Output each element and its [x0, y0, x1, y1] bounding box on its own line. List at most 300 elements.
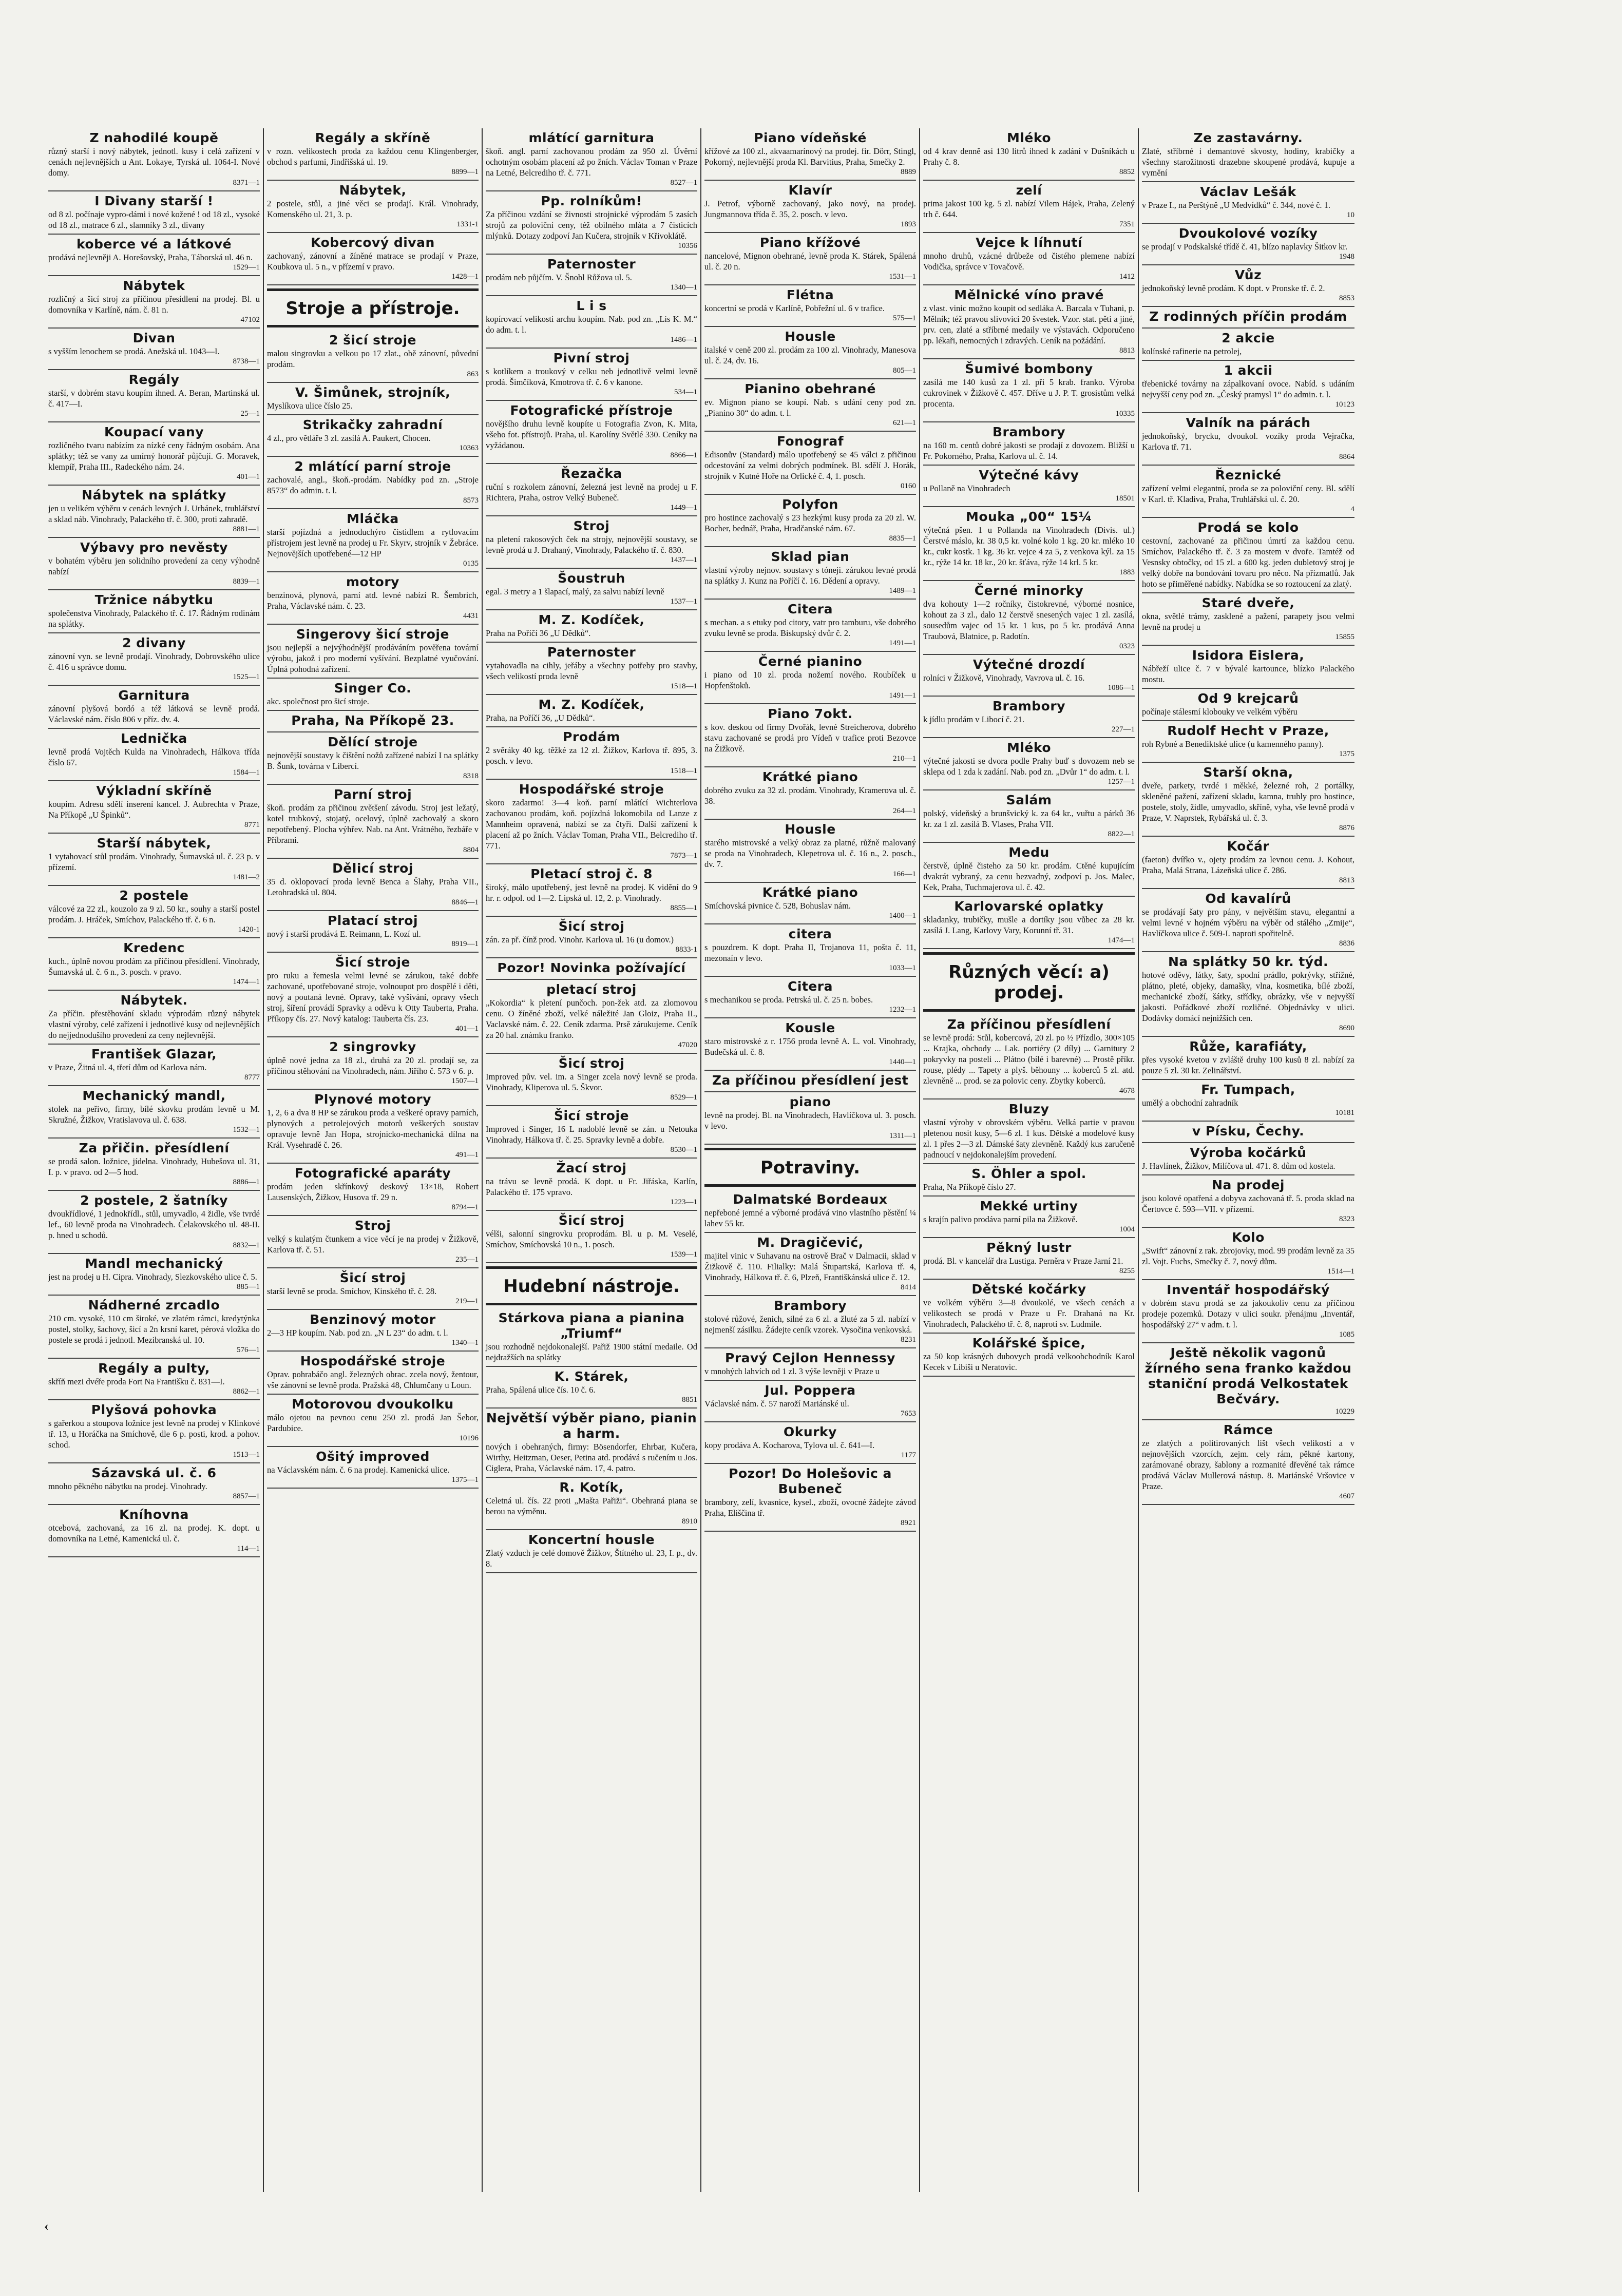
classified-ad: [704, 1233, 916, 1296]
ad-body: s krajín palivo prodáva parní pila na Žižkově.: [923, 1214, 1078, 1224]
classified-ad: [486, 296, 697, 349]
ad-title: Dětské kočárky: [971, 1282, 1086, 1297]
ad-body: se prodá salon. ložnice, jídelna. Vinohrady, Hubešova ul. 31, I. p. v pravo. od 2—5 hod.: [48, 1156, 260, 1177]
classified-ad: [486, 401, 697, 464]
ad-title: Medu: [1008, 845, 1049, 860]
ad-reference-number: 1481—2: [233, 873, 260, 881]
ad-body: malou singrovku a velkou po 17 zlat., obě zánovní, půvední prodám.: [267, 349, 479, 369]
ad-body: prodám neb půjčím. V. Šnobl Růžova ul. 5.: [486, 273, 632, 282]
ad-reference-number: 8771: [244, 821, 260, 829]
ad-title: Staré dveře,: [1201, 595, 1295, 610]
ad-title: Dělící stroje: [328, 735, 418, 749]
ad-body: prodá. Bl. v kancelář dra Lustiga. Perněra v Praze Jarní 21.: [923, 1256, 1123, 1266]
classified-ad: [704, 285, 916, 327]
classified-ad: [486, 1106, 697, 1159]
ad-reference-number: 1518—1: [670, 682, 697, 690]
classified-ad: [48, 486, 260, 538]
ad-title: Největší výběr piano, pianin a harm.: [486, 1411, 697, 1441]
classified-ad: [267, 1352, 479, 1395]
ad-body: ev. Mignon piano se koupí. Nab. s udání ceny pod zn. „Pianino 30“ do adm. t. l.: [704, 397, 916, 418]
ad-body: vlastní výroby v obrovském výběru. Velká partie v pravou pletenou nosit kusy, 5—6 zl. 1 kus. Dětské a modelové kusy zl. 1 přes 2—3 zl. Dámské šaty zlevněně. Každý kus zaručeně padnoucí v nejdokonalejším provedení.: [923, 1117, 1135, 1160]
ad-reference-number: 1584—1: [233, 768, 260, 777]
ad-reference-number: 7653: [901, 1410, 916, 1418]
ad-title: Dvoukolové vozíky: [1178, 226, 1318, 241]
classified-ad: [267, 785, 479, 859]
ad-title: Za přičin. přesídlení: [79, 1141, 230, 1155]
ad-body: válcové za 22 zl., kouzolo za 9 zl. 50 kr., souhy a starší postel prodám. J. Hráček, Smíchov, Palackého tř. č. 6 n.: [48, 904, 260, 924]
ad-body: málo ojetou na pevnou cenu 250 zl. prodá Jan Šebor, Pardubice.: [267, 1413, 479, 1433]
ad-column: [701, 128, 920, 2192]
ad-title: Piano křížové: [759, 235, 861, 250]
ad-title: Nábytek na splátky: [82, 488, 226, 503]
classified-ad: [48, 276, 260, 329]
ad-body: mnoho druhů, vzácné drůbeže od čistého plemene nabízí Vodička, správce v Tovačově.: [923, 251, 1135, 272]
classified-ad: [1142, 1037, 1354, 1080]
classified-ad: [267, 911, 479, 953]
classified-ad: [704, 128, 916, 181]
ad-title: S. Öhler a spol.: [971, 1166, 1086, 1181]
classified-ad: [923, 581, 1135, 655]
ad-reference-number: 401—1: [455, 1025, 479, 1033]
ad-body: ruční s rozkolem zánovní, železná jest levně na prodej u F. Richtera, Praha, ostrov Velký Bubeneč.: [486, 482, 697, 503]
ad-title: Pozor! Novinka požívající: [497, 960, 686, 975]
ad-body: hotové oděvy, látky, šaty, spodní prádlo, pokrývky, střížné, plátno, pleté, objeky, damašky, vlna, kosmetika, bílé zboží, mechanické zboží, šátky, střídky, obrázky, vše v nejvyšší jakosti. Pořádkové zboží rozličné. Objednávky v ulici. Dodávky domácí nejnižších cen.: [1142, 970, 1354, 1023]
ad-reference-number: 10196: [459, 1434, 479, 1442]
ad-reference-number: 534—1: [674, 388, 697, 396]
ad-reference-number: 1489—1: [889, 587, 916, 595]
ad-title: Za příčinou přesídlení: [947, 1017, 1111, 1032]
classified-ad: [267, 679, 479, 711]
ad-reference-number: 8919—1: [451, 940, 479, 948]
ad-title: Benzinový motor: [310, 1312, 436, 1327]
ad-reference-number: 1257—1: [1108, 778, 1135, 786]
ad-body: Myslíkova ulice číslo 25.: [267, 401, 353, 411]
ad-body: 4 zl., pro větláře 3 zl. zasílá A. Paukert, Chocen.: [267, 433, 431, 443]
ad-body: mnoho pěkného nábytku na prodej. Vinohrady.: [48, 1481, 207, 1491]
ad-reference-number: 1400—1: [889, 912, 916, 920]
classified-ad: [923, 285, 1135, 359]
ad-column: [1139, 128, 1358, 2192]
classified-ad: [1142, 1080, 1354, 1122]
ad-title: Ze zastavárny.: [1193, 130, 1303, 145]
classified-ad: [486, 695, 697, 727]
ad-body: s mechanikou se proda. Petrská ul. č. 25 n. bobes.: [704, 995, 873, 1005]
classified-ad: [704, 977, 916, 1018]
classified-ad: [1142, 1343, 1354, 1420]
ad-body: se prodávají šaty pro pány, v největším stavu, elegantní a velmi levné v hojném výběru na výběr od stálého „Zmije“, Havlíčkova ulice č. 509-I. naproti spořitelně.: [1142, 907, 1354, 938]
ad-title: Singerovy šicí stroje: [296, 627, 449, 642]
classified-ad: [267, 509, 479, 572]
ad-reference-number: 8231: [901, 1336, 916, 1344]
ad-title: Tržnice nábytku: [94, 592, 214, 607]
ad-body: Za příčin. přestěhování skladu výprodám různý nábytek vlastní výroby, celé zařízení i jednotlivé kusy od nejlevnějších do nejjednodušího provedení za ceny nejlevnější.: [48, 1009, 260, 1040]
ad-reference-number: 575—1: [893, 314, 916, 322]
ad-title: Praha, Na Příkopě 23.: [291, 713, 454, 728]
ad-reference-number: 10: [1347, 211, 1354, 219]
ad-body: nových i obehraných, firmy: Bösendorfer, Ehrbar, Kučera, Wirthy, Heitzman, Oeser, Petina atd. prodává s ručením u Jos. Ciglera, Praha, Václavské nám. 17, 4. patro.: [486, 1442, 697, 1473]
ad-reference-number: 8530—1: [670, 1146, 697, 1154]
ad-reference-number: 210—1: [893, 755, 916, 763]
ad-title: Starší nábytek,: [97, 836, 212, 851]
ad-title: Mechanický mandl,: [82, 1088, 226, 1103]
classified-ad: [48, 1254, 260, 1296]
classified-ad: [48, 729, 260, 781]
ad-reference-number: 10363: [459, 444, 479, 452]
ad-reference-number: 8573: [463, 496, 479, 505]
ad-reference-number: 8813: [1119, 346, 1135, 355]
ad-reference-number: 1437—1: [670, 556, 697, 564]
classified-ad: [267, 1216, 479, 1268]
ad-body: „Kokordia“ k pletení punčoch. pon-žek atd. za zlomovou cenu. O žíněné zboží, velké náležité Jan Gloiz, Praha II., Vaclavské nám. č. 22. Ceník zdarma. Prsě zárukujeme. Ceník za 20 hal. známku franko.: [486, 998, 697, 1040]
classified-ad: [267, 625, 479, 679]
ad-body: v bohatém výběru jen solidního provedení za ceny výhodně nabízí: [48, 556, 260, 576]
ad-body: pro ruku a řemesla velmi levné se zárukou, také dobře zachované, upotřebované stroje, volnoupot pro dospělé i děti, nový a poutaná levné. Opravy, také vyšívání, opravy všech stroj, šíření provádí Spravky a oděvu k Otty Tauberta, Praha. Příkopy čís. 27. Nový katalog: Tauberta čís. 23.: [267, 971, 479, 1024]
ad-title: M. Z. Kodíček,: [538, 697, 645, 712]
ad-title: Koupací vany: [104, 425, 204, 439]
ad-body: ze zlatých a politirovaných lišt všech velikostí a v nejnovějších vzorcích, zejm. cely rám, pěkné kartony, zarámované obrazy, šablony a rozmanité dřevěné tak rámce prodává Václav Mullerová nástup. 8. Mariánské Vršovice v Praze.: [1142, 1438, 1354, 1491]
ad-title: Polyfon: [782, 497, 838, 512]
ad-body: se levně prodá: Stůl, kobercová, 20 zl. po ½ Přízdlo, 300×105 ... Krajka, obchody ... Lak. portiéry (2 díly) ... Garnitury 2 pokryvky na posteli ... Plátno (bílé i barevné) ... Prostě příkr. rouse, plédy ... Tapety a plyš. běhouny ... koberců 5 zl. atd. zlevněně ... prod. se za polovic ceny. Zbytky koberců.: [923, 1033, 1135, 1086]
classified-ad: [267, 181, 479, 233]
classified-ad: [48, 781, 260, 834]
ad-body: nový i starší prodává E. Reimann, L. Kozí ul.: [267, 929, 421, 939]
ad-body: koncertní se prodá v Karlíně, Pobřežní ul. 6 v trafice.: [704, 303, 885, 313]
ad-body: rolníci v Žižkově, Vinohrady, Vavrova ul. č. 16.: [923, 673, 1085, 683]
ad-body: s vyšším lenochem se prodá. Anežská ul. 1043—I.: [48, 346, 220, 356]
ad-title: 2 divany: [122, 635, 186, 650]
ad-body: jsou kolové opatřená a dobyva zachovaná tř. 5. proda sklad na Čertovce č. 593—VII. v přízemí.: [1142, 1193, 1354, 1214]
ad-reference-number: 1537—1: [670, 597, 697, 606]
classified-ad: [486, 917, 697, 958]
ad-column: [45, 128, 264, 2192]
ad-body: u Pollaně na Vinohradech: [923, 484, 1010, 493]
ad-title: R. Kotík,: [559, 1480, 624, 1495]
classified-ad: [923, 466, 1135, 507]
ad-body: (faeton) dvířko v., ojety prodám za levnou cenu. J. Kohout, Praha, Malá Strana, Lázeňská ulice č. 286.: [1142, 855, 1354, 875]
ad-body: Praha, Spálená ulice čís. 10 č. 6.: [486, 1385, 596, 1395]
ad-reference-number: 8777: [244, 1073, 260, 1082]
classified-ad: [48, 128, 260, 191]
ad-reference-number: 114—1: [237, 1545, 260, 1553]
ad-title: Regály a pulty,: [98, 1361, 210, 1376]
ad-reference-number: 8323: [1339, 1215, 1354, 1223]
ad-reference-number: 8855—1: [670, 904, 697, 912]
classified-ad: [923, 790, 1135, 843]
ad-body: novějšího druhu levně koupíte u Fotografia Zvon, K. Mita, všeho fot. přístrojů. Praha, ul. Karolíny Světlé 330. Ceníky na vyžádanou.: [486, 419, 697, 450]
ad-reference-number: 1491—1: [889, 639, 916, 647]
ad-reference-number: 1412: [1119, 273, 1135, 281]
ad-body: rozličného tvaru nabízím za nízké ceny řádným osobám. Ana splátky; též se vany za umírný honorář půjčují. G. Moravek, klempíř, Praha III., Radeckého nám. 24.: [48, 440, 260, 472]
classified-ad: [48, 1400, 260, 1463]
ad-title: L i s: [576, 298, 607, 313]
classified-ad: [48, 834, 260, 886]
classified-ad: [486, 610, 697, 643]
ad-reference-number: 0160: [901, 482, 916, 490]
classified-ad: [1142, 837, 1354, 889]
ad-body: Praha, Na Příkopě číslo 27.: [923, 1182, 1016, 1192]
classified-ad: [48, 590, 260, 633]
ad-title: František Glazar,: [91, 1047, 217, 1062]
classified-ad: [267, 1090, 479, 1164]
classified-ad: [704, 495, 916, 547]
classified-ad: [923, 1334, 1135, 1377]
ad-title: Dalmatské Bordeaux: [733, 1192, 888, 1207]
classified-ad: [486, 980, 697, 1054]
ad-body: stolek na peřivo, firmy, bílé skovku prodám levně u M. Skružné, Žižkov, Vratislavova ul. č. 638.: [48, 1104, 260, 1125]
ad-reference-number: 8876: [1339, 824, 1354, 832]
classified-ad: [704, 1422, 916, 1464]
classified-ad: [704, 883, 916, 924]
ad-title: Rámce: [1223, 1422, 1273, 1437]
classified-ad: [923, 233, 1135, 285]
classified-ad: [923, 1099, 1135, 1164]
classified-ad: [486, 569, 697, 610]
ad-reference-number: 8864: [1339, 453, 1354, 461]
ad-body: zasílá me 140 kusů za 1 zl. při 5 krab. franko. Výroba cukrovinek v Žižkově č. 457. Dříve u J. P. T. grosistům velká procenta.: [923, 377, 1135, 409]
classified-ad: [704, 181, 916, 233]
classified-ad: [704, 1190, 916, 1233]
ad-title: Lednička: [121, 731, 187, 746]
ad-reference-number: 8921: [901, 1519, 916, 1527]
ad-title: 2 šicí stroje: [329, 333, 416, 348]
classified-ad: [704, 924, 916, 977]
classified-ad: [923, 843, 1135, 897]
classified-ad: [1142, 1143, 1354, 1175]
ad-title: Fr. Tumpach,: [1201, 1082, 1295, 1097]
ad-reference-number: 1948: [1339, 253, 1354, 261]
ad-reference-number: 10356: [678, 242, 697, 250]
classified-ad: [267, 1395, 479, 1447]
ad-reference-number: 8794—1: [451, 1203, 479, 1211]
classified-ad: [923, 128, 1135, 181]
classified-ad: [486, 349, 697, 401]
ad-body: skoro zadarmo! 3—4 koň. parní mlátící Wichterlova zachovanou prodám, koň. pojízdná lokomobila od Lanze z Mannheim opravená, nabízí se za čtyři. Další zařízení k placení až po žních. Václav Toman, Praha VII., Belcrediho tř. 771.: [486, 798, 697, 851]
classified-ad: [704, 600, 916, 652]
ad-title: Šoustruh: [558, 571, 625, 586]
classified-ad: [267, 732, 479, 785]
ad-title: Regály a skříně: [315, 130, 431, 145]
ad-reference-number: 0323: [1119, 642, 1135, 650]
ad-title: Od 9 krejcarů: [1197, 691, 1299, 706]
ad-reference-number: 1532—1: [233, 1126, 260, 1134]
ad-body: levně prodá Vojtěch Kulda na Vinohradech, Hálkova třída číslo 67.: [48, 747, 260, 767]
ad-reference-number: 4431: [463, 612, 479, 620]
ad-title: Okurky: [784, 1424, 837, 1439]
ad-reference-number: 8529—1: [670, 1093, 697, 1102]
ad-title: Vůz: [1234, 267, 1262, 282]
ad-title: Nábytek,: [339, 183, 407, 198]
ad-reference-number: 8822—1: [1108, 830, 1135, 838]
ad-reference-number: 8852: [1119, 168, 1135, 176]
ad-body: staro mistrovské z r. 1756 proda levně A. L. vol. Vinohrady, Budečská ul. č. 8.: [704, 1036, 916, 1057]
ad-title: Fotografické aparáty: [294, 1166, 451, 1181]
ad-title: Singer Co.: [334, 681, 412, 696]
classified-ad: [1142, 593, 1354, 646]
classified-ad: [704, 327, 916, 379]
ad-body: Nábřeží ulice č. 7 v bývalé kartounce, blízko Palackého mostu.: [1142, 664, 1354, 684]
ad-reference-number: 0135: [463, 559, 479, 568]
ad-title: Nádherné zrcadlo: [88, 1298, 220, 1313]
classified-ad: [923, 897, 1135, 949]
ad-title: Mělnické víno pravé: [954, 287, 1104, 302]
ad-reference-number: 491—1: [455, 1151, 479, 1159]
ad-reference-number: 10335: [1115, 410, 1135, 418]
ad-title: Mláčka: [347, 511, 399, 526]
ad-title: I Divany starší !: [94, 194, 214, 208]
ad-reference-number: 1529—1: [233, 263, 260, 272]
ad-title: Pp. rolníkům!: [541, 194, 642, 208]
ad-body: zánovní plyšová bordó a též látková se levně prodá. Václavské nám. číslo 806 v příz. dv. 4.: [48, 704, 260, 724]
ad-reference-number: 1513—1: [233, 1451, 260, 1459]
ad-body: v Praze, Žitná ul. 4, třetí dům od Karlova nám.: [48, 1063, 207, 1072]
ad-title: Z rodinných příčin prodám: [1149, 309, 1347, 324]
ad-reference-number: 4: [1350, 505, 1354, 513]
classified-ad: [267, 572, 479, 625]
ad-body: s mechan. a s etuky pod citory, vatr pro tamburu, vše dobrého zvuku levně se proda. Biskupský dvůr č. 2.: [704, 618, 916, 638]
ad-title: Brambory: [773, 1298, 847, 1313]
ad-reference-number: 8886—1: [233, 1178, 260, 1186]
ad-reference-number: 4678: [1119, 1087, 1135, 1095]
classified-ad: [923, 1015, 1135, 1099]
ad-body: 1 vytahovací stůl prodám. Vinohrady, Šumavská ul. č. 23 p. v přízemí.: [48, 852, 260, 872]
ad-title: Pianino obehrané: [745, 381, 876, 396]
ad-body: Zlatý vzduch je celé domově Žižkov, Štítného ul. 23, I. p., dv. 8.: [486, 1548, 697, 1569]
ad-title: Prodá se kolo: [1197, 520, 1299, 535]
ad-body: výtečné jakosti se dvora podle Prahy buď s dovozem neb se sklepa od 1 zda k zadání. Nab. pod zn. „Dvůr 1“ do adm. t. l.: [923, 756, 1135, 777]
ad-reference-number: 47102: [240, 316, 260, 324]
ad-title: Parní stroj: [333, 787, 412, 802]
ad-body: zán. za př. čínž prod. Vinohr. Karlova ul. 16 (u domov.): [486, 935, 674, 944]
ad-title: koberce vé a látkové: [76, 237, 232, 252]
ad-reference-number: 1223—1: [670, 1198, 697, 1206]
ad-body: jest na prodej u H. Cipra. Vinohrady, Slezkovského ulice č. 5.: [48, 1272, 257, 1282]
ad-body: 35 d. oklopovací proda levně Benca a Šlahy, Praha VII., Letohradská ul. 804.: [267, 877, 479, 897]
ad-body: za 50 kop krásných dubovych prodá velkoobchodník Karol Kecek v Libiši u Neratovic.: [923, 1352, 1135, 1372]
ad-body: akc. společnost pro šicí stroje.: [267, 697, 369, 706]
ad-reference-number: 8690: [1339, 1024, 1354, 1032]
ad-title: Z nahodilé koupě: [89, 130, 219, 145]
ad-title: 2 postele, 2 šatníky: [80, 1193, 228, 1208]
ad-reference-number: 1311—1: [889, 1132, 916, 1140]
ad-reference-number: 10229: [1335, 1407, 1354, 1416]
ad-title: Na prodej: [1212, 1178, 1285, 1192]
ad-title: Šicí stroj: [558, 1056, 625, 1071]
classified-ad: [48, 1296, 260, 1359]
ad-body: nepřeboné jemné a výborné prodává vino vlastního pěstění ¼ lahev 55 kr.: [704, 1208, 916, 1228]
ad-body: kuch., úplně novou prodám za příčinou přesídlení. Vinohrady, Šumavská ul. č. 6 n., 3. posch. v pravo.: [48, 956, 260, 977]
ad-title: 2 mlátící parní stroje: [294, 459, 451, 474]
ad-column: [483, 128, 701, 2192]
ad-body: různý starší i nový nábytek, jednotl. kusy i celá zařízení v cenách nejlevnějších u Ant. Lokaye, Tyrská ul. 1064-I. Nové domy.: [48, 146, 260, 178]
classified-ad: [704, 652, 916, 704]
ad-body: J. Petrof, výborně zachovaný, jako nový, na prodej. Jungmannova třída č. 35, 2. posch. v levo.: [704, 199, 916, 219]
ad-body: Oprav. pohrabáčo angl. železných obrac. zcela nový, žentour, vše zánovní se levně proda. Pražská 48, Chlumčany u Loun.: [267, 1369, 479, 1390]
ad-title: Stroj: [354, 1218, 391, 1233]
ad-body: široký, málo upotřebený, jest levně na prodej. K vidění do 9 hr. r. odpol. od 1—2. Lipská ul. 12, 2. p. Vinohrady.: [486, 882, 697, 903]
classified-ad: [267, 953, 479, 1037]
ad-reference-number: 1340—1: [451, 1339, 479, 1347]
ad-title: Plynové motory: [314, 1092, 432, 1107]
ad-reference-number: 8318: [463, 772, 479, 780]
ad-reference-number: 18501: [1115, 494, 1135, 503]
ad-body: na trávu se levně prodá. K dopt. u Fr. Jiřáska, Karlín, Palackého tř. 175 vpravo.: [486, 1176, 697, 1197]
classified-ad: [48, 370, 260, 422]
ad-body: zánovní vyn. se levně prodají. Vinohrady, Dobrovského ulice č. 416 u správce domu.: [48, 651, 260, 672]
ad-title: Mléko: [1006, 740, 1052, 755]
classified-ad: [486, 1159, 697, 1211]
ad-title: Hospodářské stroje: [519, 782, 664, 797]
ad-reference-number: 1491—1: [889, 691, 916, 700]
classified-ad: [1142, 265, 1354, 307]
ad-column: [920, 128, 1139, 2192]
ad-title: Paternoster: [547, 257, 636, 272]
ad-reference-number: 1474—1: [233, 978, 260, 986]
classified-ad: [486, 128, 697, 191]
ad-body: 2 postele, stůl, a jiné věci se prodají. Král. Vinohrady, Komenského ul. 21, 3. p.: [267, 199, 479, 219]
classified-ad: [267, 1037, 479, 1090]
ad-reference-number: 1331-1: [456, 220, 479, 228]
classified-ad: [1142, 952, 1354, 1037]
classified-ad: [923, 1164, 1135, 1197]
ad-reference-number: 8857—1: [233, 1492, 260, 1500]
ad-body: jednokoňský levně prodám. K dopt. v Pronske tř. č. 2.: [1142, 283, 1325, 293]
ad-body: kolínské rafinerie na petrolej,: [1142, 346, 1242, 356]
ad-title: Koncertní housle: [528, 1532, 655, 1547]
ad-reference-number: 8853: [1339, 294, 1354, 302]
ad-title: Flétna: [786, 287, 834, 302]
ad-reference-number: 8832—1: [233, 1241, 260, 1249]
classified-ad: [704, 1018, 916, 1071]
ad-body: přes vysoké kvetou v zvláště druhy 100 kusů 8 zl. nabízí za pouze 5 zl. 30 kr. Zelinářství.: [1142, 1055, 1354, 1075]
classified-ad: [48, 886, 260, 938]
ad-body: Praha, na Poříčí 36, „U Dědků“.: [486, 713, 595, 723]
ad-body: dvoukřídlové, 1 jednokřídl., stůl, umyvadlo, 4 židle, vše tvrdé lef., 60 levně proda na Vinohradech. Čelakovského ul. 48-II. p. hned u schodů.: [48, 1209, 260, 1240]
classified-ad: [48, 235, 260, 276]
newspaper-page: [45, 128, 1578, 2202]
ad-body: jen u velikém výběru v cenách levných J. Urbánek, truhlářství a sklad náb. Vinohrady, Palackého tř. č. 300, proti zahradě.: [48, 504, 260, 524]
ad-title: Karlovarské oplatky: [954, 899, 1104, 914]
ad-title: Řezačka: [561, 466, 622, 481]
section-heading: Různých věcí: a) prodej.: [923, 952, 1135, 1012]
ad-title: Jul. Poppera: [765, 1383, 856, 1398]
ad-body: Smíchovská pivnice č. 528, Bohuslav nám.: [704, 901, 851, 911]
classified-ad: [48, 1463, 260, 1505]
classified-ad: [48, 329, 260, 370]
classified-ad: [704, 1348, 916, 1381]
ad-body: jsou rozhodně nejdokonalejší. Pařiž 1900 státní medaile. Od nejdražších na splátky: [486, 1342, 697, 1362]
ad-reference-number: 47020: [678, 1041, 697, 1049]
ad-title: Valník na párách: [1186, 415, 1311, 430]
ad-reference-number: 8738—1: [233, 357, 260, 365]
ad-title: Pozor! Do Holešovic a Bubeneč: [729, 1466, 892, 1496]
ad-title: Divan: [132, 331, 176, 345]
classified-ad: [267, 1310, 479, 1352]
classified-ad: [923, 359, 1135, 422]
ad-reference-number: 1531—1: [889, 273, 916, 281]
ad-body: na 160 m. centů dobré jakosti se prodají z dovozem. Bližší u Fr. Pokorného, Praha, Karlova ul. č. 14.: [923, 440, 1135, 461]
ad-reference-number: 805—1: [893, 366, 916, 375]
ad-reference-number: 621—1: [893, 419, 916, 427]
ad-reference-number: 8889: [901, 168, 916, 176]
ad-title: Rudolf Hecht v Praze,: [1167, 723, 1329, 738]
ad-reference-number: 8813: [1339, 876, 1354, 884]
classified-ad: [486, 1211, 697, 1263]
ad-title: Pivní stroj: [553, 351, 630, 365]
ad-title: Housle: [785, 822, 836, 837]
ad-body: Improved i Singer, 16 L nadoblé levně se zán. u Netouka Vinohrady, Hálkova tř. č. 25. Spravky levně a dobře.: [486, 1124, 697, 1145]
ad-body: i piano od 10 zl. proda nožemí nového. Roubíček u Hopfenštoků.: [704, 670, 916, 690]
ad-reference-number: 1486—1: [670, 336, 697, 344]
